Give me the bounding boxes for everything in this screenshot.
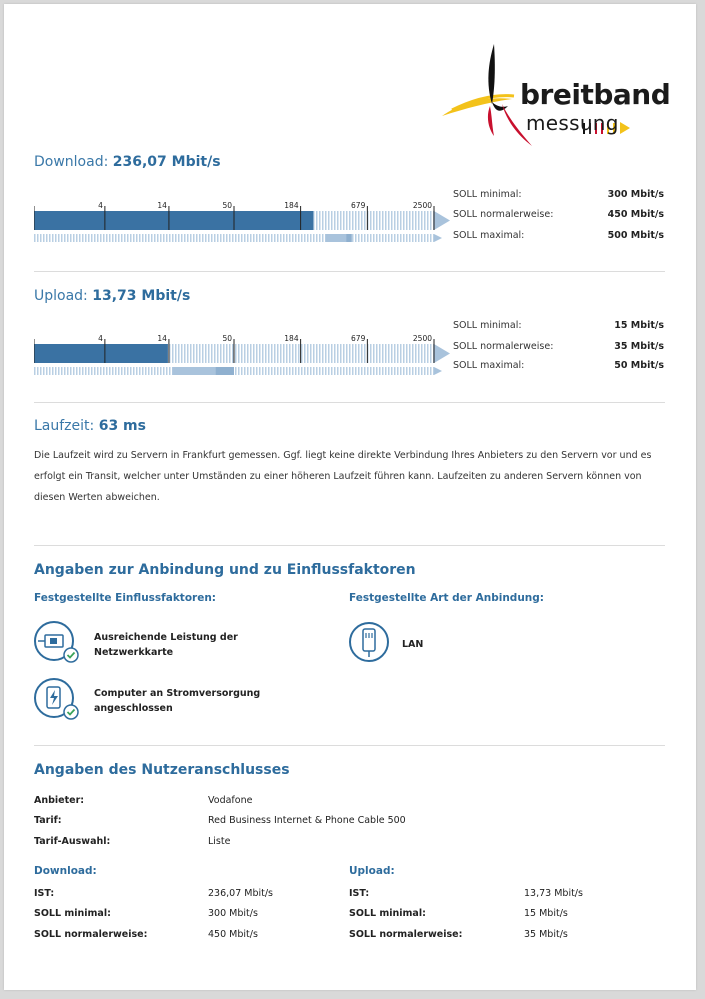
ul-min-value: 15 Mbit/s — [524, 908, 568, 919]
download-soll-arrow — [434, 234, 442, 242]
upload-soll-normal-range — [216, 367, 234, 375]
dl-ist-label: IST: — [34, 888, 55, 899]
ul-norm-label: SOLL normalerweise: — [349, 929, 463, 940]
upload-soll-norm-value: 35 Mbit/s — [614, 341, 664, 352]
tariff-choice-label: Tarif-Auswahl: — [34, 836, 111, 847]
latency-value: 63 ms — [98, 418, 146, 434]
download-soll-min-label: SOLL minimal: — [453, 189, 522, 200]
factor-network-card-text: Ausreichende Leistung der Netzwerkkarte — [94, 632, 238, 658]
dl-min-value: 300 Mbit/s — [208, 908, 258, 919]
download-tick-label: 14 — [157, 201, 167, 210]
latency-label: Laufzeit: — [34, 418, 95, 434]
dl-norm-label: SOLL normalerweise: — [34, 929, 148, 940]
connection-type-text: LAN — [402, 639, 424, 650]
account-section-title: Angaben des Nutzeranschlusses — [34, 762, 290, 778]
download-tick-label: 4 — [98, 201, 103, 210]
download-measured-bar — [34, 211, 313, 230]
divider — [34, 271, 665, 272]
lan-cable-icon — [348, 621, 394, 667]
factor-power-text: Computer an Stromversorgung angeschlossen — [94, 688, 261, 714]
power-supply-icon — [33, 677, 83, 723]
dl-ist-value: 236,07 Mbit/s — [208, 888, 274, 899]
upload-tick-label: 679 — [351, 334, 366, 343]
divider — [34, 745, 665, 746]
upload-heading — [34, 288, 190, 304]
download-speed-chart — [34, 197, 454, 249]
download-soll-norm-label: SOLL normalerweise: — [453, 209, 554, 220]
download-soll-norm-value: 450 Mbit/s — [607, 209, 664, 220]
factors-right-title: Festgestellte Art der Anbindung: — [349, 592, 544, 604]
logo-word: breitband — [520, 78, 671, 111]
download-heading — [34, 154, 221, 170]
upload-tick-label: 184 — [284, 334, 299, 343]
download-soll-min-value: 300 Mbit/s — [607, 189, 664, 200]
download-value: 236,07 Mbit/s — [112, 154, 221, 170]
upload-tick-label: 50 — [222, 334, 232, 343]
factors-left-title: Festgestellte Einflussfaktoren: — [34, 592, 217, 604]
latency-heading — [34, 418, 146, 434]
ul-ist-label: IST: — [349, 888, 370, 899]
download-tick-label: 50 — [222, 201, 232, 210]
upload-soll-min-value: 15 Mbit/s — [614, 320, 664, 331]
download-tick-label: 679 — [351, 201, 366, 210]
divider — [34, 545, 665, 546]
upload-value: 13,73 Mbit/s — [92, 288, 191, 304]
dl-min-label: SOLL minimal: — [34, 908, 111, 919]
download-tick-label: 184 — [284, 201, 299, 210]
ul-ist-value: 13,73 Mbit/s — [524, 888, 583, 899]
network-card-icon — [33, 620, 83, 666]
upload-soll-max-label: SOLL maximal: — [453, 360, 525, 371]
ul-min-label: SOLL minimal: — [349, 908, 426, 919]
breitbandmessung-logo — [442, 44, 674, 154]
report-page — [4, 4, 696, 990]
upload-tick-label: 14 — [157, 334, 167, 343]
download-tick-label: 2500 — [412, 201, 432, 210]
upload-label: Upload: — [34, 288, 88, 304]
download-soll-track — [34, 234, 434, 242]
factors-section-title: Angaben zur Anbindung und zu Einflussfaktoren — [34, 562, 416, 578]
dl-norm-value: 450 Mbit/s — [208, 929, 258, 940]
upload-measured-bar — [34, 344, 168, 363]
upload-track-arrow — [434, 344, 450, 363]
upload-soll-arrow — [434, 367, 442, 375]
download-label: Download: — [34, 154, 109, 170]
upload-speed-chart — [34, 330, 454, 382]
upload-tick-label: 2500 — [412, 334, 432, 343]
upload-soll-min-label: SOLL minimal: — [453, 320, 522, 331]
download-soll-max-label: SOLL maximal: — [453, 230, 525, 241]
download-track-arrow — [434, 211, 450, 230]
account-upload-title: Upload: — [349, 865, 395, 877]
tariff-choice-value: Liste — [208, 836, 231, 847]
upload-soll-norm-label: SOLL normalerweise: — [453, 341, 554, 352]
divider — [34, 402, 665, 403]
logo-subword: messung — [526, 111, 619, 135]
provider-value: Vodafone — [208, 795, 253, 806]
account-download-title: Download: — [34, 865, 97, 877]
provider-label: Anbieter: — [34, 795, 85, 806]
upload-tick-label: 4 — [98, 334, 103, 343]
upload-soll-max-value: 50 Mbit/s — [614, 360, 664, 371]
download-soll-normal-range — [346, 234, 351, 242]
latency-explanation: Die Laufzeit wird zu Servern in Frankfurt gemessen. Ggf. liegt keine direkte Verbindung Ihres Anbieters zu den Servern vor und es erfolgt ein Transit, welcher unter Umständen zu einer höheren Laufzeit führen kann. Laufzeiten zu anderen Servern können von diesen Werten abweichen. — [34, 450, 652, 503]
ul-norm-value: 35 Mbit/s — [524, 929, 568, 940]
tariff-value: Red Business Internet & Phone Cable 500 — [208, 815, 406, 826]
download-soll-max-value: 500 Mbit/s — [607, 230, 664, 241]
tariff-label: Tarif: — [34, 815, 62, 826]
